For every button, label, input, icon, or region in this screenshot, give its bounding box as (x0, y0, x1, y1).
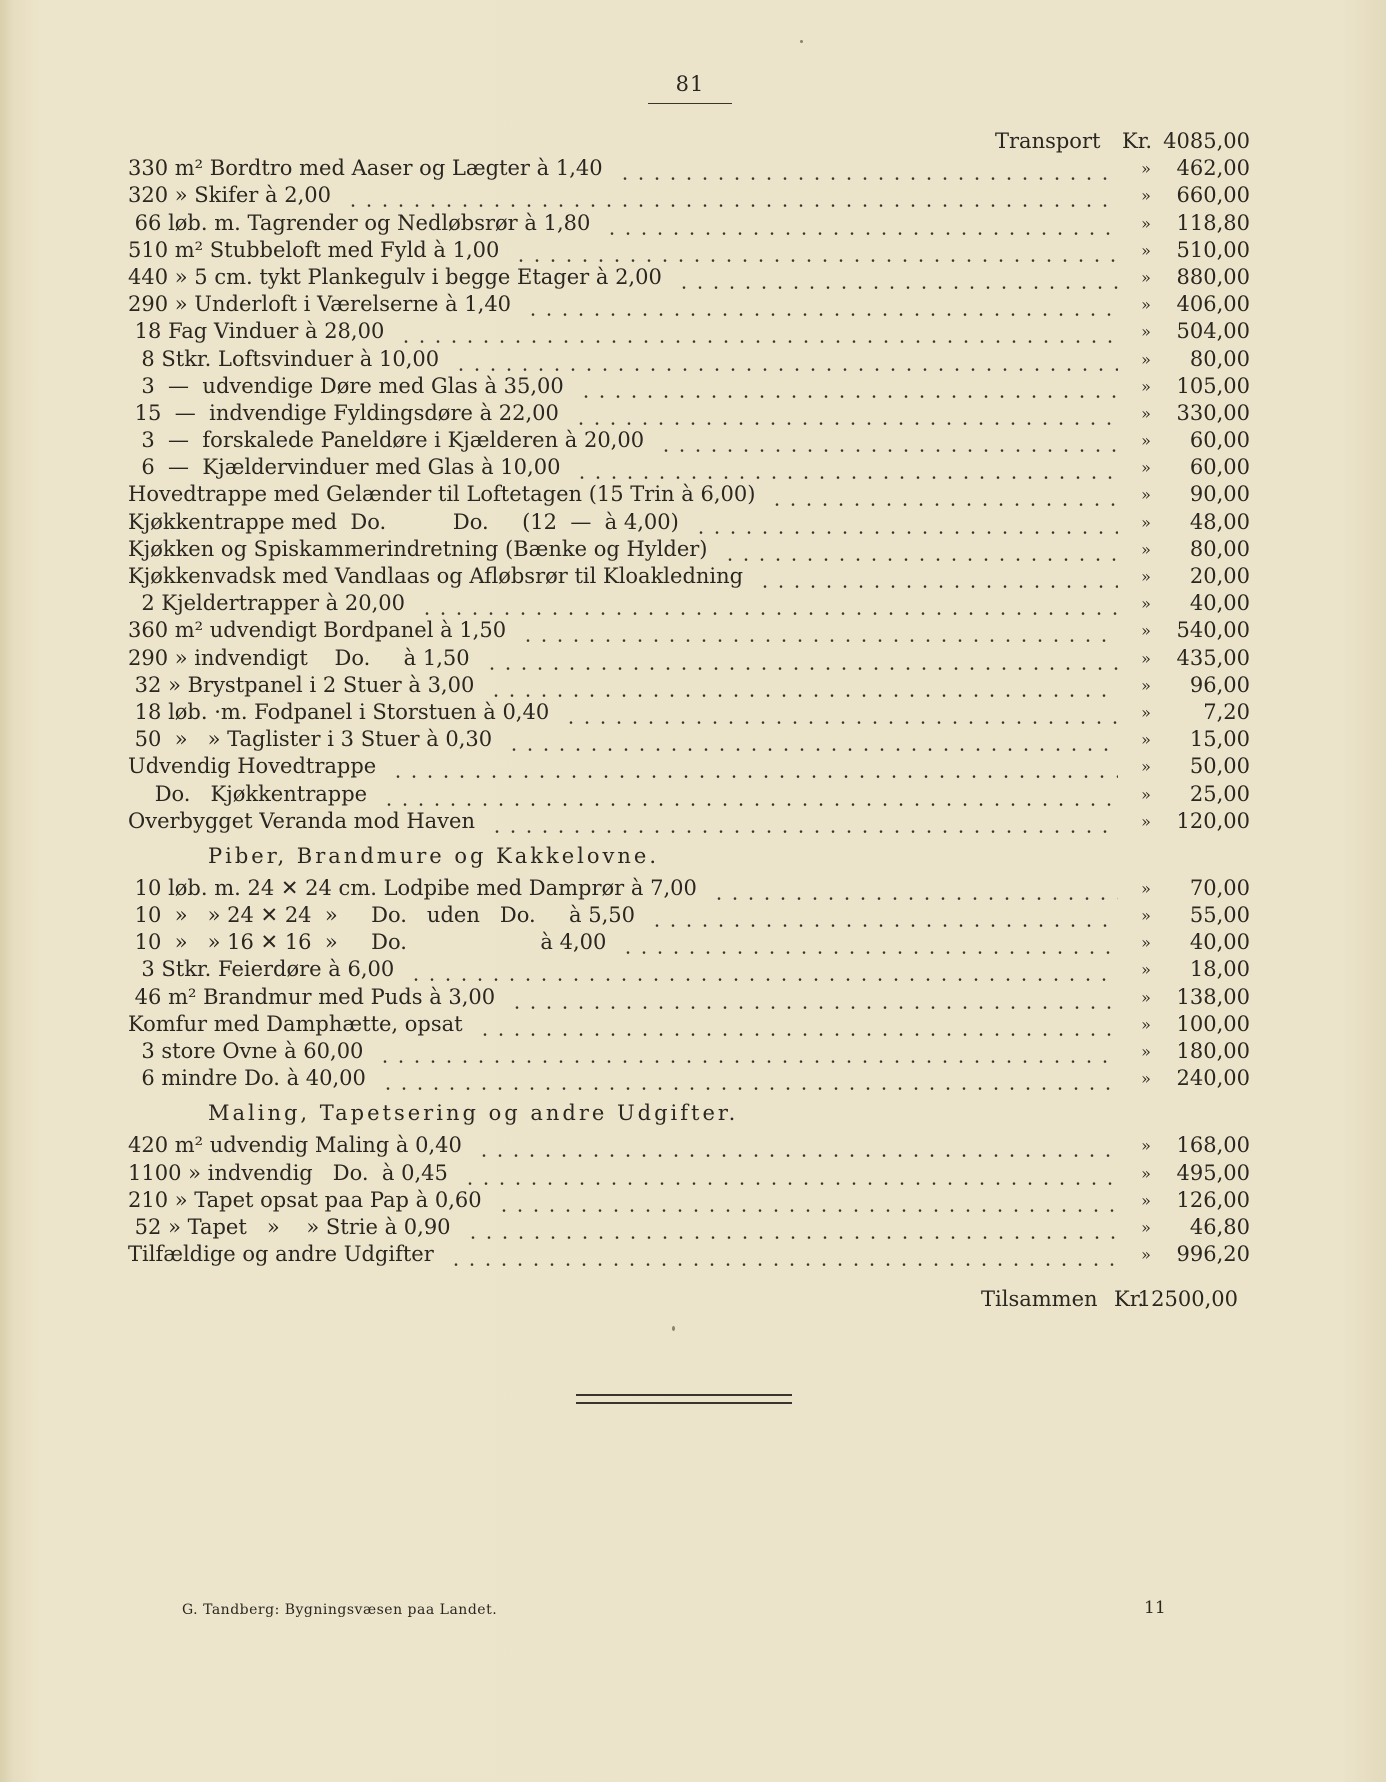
total-currency: Kr. (1114, 1287, 1145, 1312)
item-amount: 435,00 (1176, 645, 1250, 670)
item-amount: 462,00 (1176, 156, 1250, 181)
item-description: 10 løb. m. 24 ✕ 24 cm. Lodpibe med Damprør à 7,00 (128, 875, 697, 900)
item-description: 2 Kjeldertrapper à 20,00 (128, 591, 405, 616)
dot-leader (390, 753, 1118, 780)
ledger-row (128, 1132, 1250, 1159)
item-description: Komfur med Damphætte, opsat (128, 1011, 463, 1036)
ledger-row (128, 781, 1250, 808)
dot-leader (489, 808, 1118, 835)
item-amount: 15,00 (1189, 727, 1250, 752)
dot-leader (563, 699, 1118, 726)
currency-ditto: » (1141, 906, 1151, 926)
dot-leader (769, 481, 1118, 508)
item-amount: 105,00 (1176, 373, 1250, 398)
currency-ditto: » (1141, 648, 1151, 668)
transport-currency: Kr. (1122, 129, 1153, 153)
dot-leader (520, 617, 1118, 644)
dot-leader (453, 346, 1118, 373)
item-description: 510 m² Stubbeloft med Fyld à 1,00 (128, 237, 500, 262)
currency-ditto: » (1141, 811, 1151, 831)
dot-leader (476, 1132, 1118, 1159)
item-description: 52 » Tapet » » Strie à 0,90 (128, 1214, 451, 1239)
dot-leader (513, 237, 1118, 264)
item-amount: 118,80 (1176, 210, 1250, 235)
currency-ditto: » (1141, 987, 1151, 1007)
ledger-row (128, 454, 1250, 481)
currency-ditto: » (1141, 878, 1151, 898)
item-amount: 25,00 (1189, 781, 1250, 806)
item-description: 10 » » 24 ✕ 24 » Do. uden Do. à 5,50 (128, 903, 635, 928)
dot-leader (693, 509, 1118, 536)
item-amount: 40,00 (1189, 591, 1250, 616)
ledger-row (128, 1065, 1250, 1092)
currency-ditto: » (1141, 186, 1151, 206)
ledger-row (128, 291, 1250, 318)
currency-ditto: » (1141, 240, 1151, 260)
currency-ditto: » (1141, 159, 1151, 179)
currency-ditto: » (1141, 512, 1151, 532)
item-amount: 55,00 (1189, 903, 1250, 928)
currency-ditto: » (1141, 403, 1151, 423)
ledger-row (128, 182, 1250, 209)
item-description: 360 m² udvendigt Bordpanel à 1,50 (128, 618, 507, 643)
dot-leader (462, 1160, 1118, 1187)
dot-leader (604, 210, 1118, 237)
dot-leader (617, 155, 1118, 182)
item-description: 3 — udvendige Døre med Glas à 35,00 (128, 373, 564, 398)
currency-ditto: » (1141, 213, 1151, 233)
ledger-row (128, 373, 1250, 400)
item-amount: 18,00 (1189, 957, 1250, 982)
item-amount: 96,00 (1189, 672, 1250, 697)
dot-leader (377, 1038, 1118, 1065)
dot-leader (419, 590, 1118, 617)
currency-ditto: » (1141, 1163, 1151, 1183)
item-description: 8 Stkr. Loftsvinduer à 10,00 (128, 346, 440, 371)
currency-ditto: » (1141, 960, 1151, 980)
currency-ditto: » (1141, 458, 1151, 478)
item-amount: 7,20 (1203, 699, 1250, 724)
section-heading-piber: Piber, Brandmure og Kakkelovne. (208, 843, 660, 868)
currency-ditto: » (1141, 933, 1151, 953)
transport-row (128, 128, 1250, 155)
page-number: 81 (675, 72, 705, 96)
ledger-row (128, 1011, 1250, 1038)
item-amount: 46,80 (1189, 1214, 1250, 1239)
dot-leader (658, 427, 1118, 454)
item-description: 15 — indvendige Fyldingsdøre à 22,00 (128, 400, 559, 425)
item-amount: 70,00 (1189, 875, 1250, 900)
ledger-row (128, 875, 1250, 902)
currency-ditto: » (1141, 1217, 1151, 1237)
item-description: 440 » 5 cm. tykt Plankegulv i begge Etager à 2,00 (128, 264, 662, 289)
ledger-row (128, 984, 1250, 1011)
item-amount: 406,00 (1176, 292, 1250, 317)
currency-ditto: » (1141, 784, 1151, 804)
item-description: 6 — Kjældervinduer med Glas à 10,00 (128, 455, 561, 480)
ledger-row (128, 956, 1250, 983)
ledger-row (128, 400, 1250, 427)
ledger-row (128, 590, 1250, 617)
ledger-row (128, 1187, 1250, 1214)
item-description: 46 m² Brandmur med Puds à 3,00 (128, 984, 496, 1009)
dot-leader (380, 1065, 1118, 1092)
total-row (128, 1286, 1250, 1313)
item-description: 290 » Underloft i Værelserne à 1,40 (128, 292, 512, 317)
item-amount: 80,00 (1189, 346, 1250, 371)
item-description: 290 » indvendigt Do. à 1,50 (128, 645, 470, 670)
ledger-row (128, 346, 1250, 373)
item-description: 18 Fag Vinduer à 28,00 (128, 319, 385, 344)
item-amount: 80,00 (1189, 536, 1250, 561)
item-amount: 120,00 (1176, 808, 1250, 833)
currency-ditto: » (1141, 621, 1151, 641)
ledger-row (128, 264, 1250, 291)
item-amount: 168,00 (1176, 1133, 1250, 1158)
item-amount: 540,00 (1176, 618, 1250, 643)
currency-ditto: » (1141, 702, 1151, 722)
dot-leader (722, 536, 1118, 563)
dot-leader (345, 182, 1118, 209)
dot-leader (649, 902, 1118, 929)
item-amount: 880,00 (1176, 264, 1250, 289)
dot-leader (711, 875, 1118, 902)
item-description: 330 m² Bordtro med Aaser og Lægter à 1,40 (128, 156, 603, 181)
item-description: 3 — forskalede Paneldøre i Kjælderen à 20,00 (128, 428, 645, 453)
currency-ditto: » (1141, 1245, 1151, 1265)
item-amount: 100,00 (1176, 1011, 1250, 1036)
piber-items (128, 875, 1250, 1093)
item-description: 210 » Tapet opsat paa Pap à 0,60 (128, 1187, 482, 1212)
currency-ditto: » (1141, 730, 1151, 750)
currency-ditto: » (1141, 267, 1151, 287)
closing-double-rule (576, 1394, 792, 1404)
ledger-row (128, 672, 1250, 699)
dot-leader (757, 563, 1118, 590)
item-amount: 660,00 (1176, 183, 1250, 208)
currency-ditto: » (1141, 757, 1151, 777)
item-description: 3 Stkr. Feierdøre à 6,00 (128, 957, 395, 982)
item-description: 10 » » 16 ✕ 16 » Do. à 4,00 (128, 930, 607, 955)
transport-amount: 4085,00 (1163, 129, 1250, 153)
item-description: Overbygget Veranda mod Haven (128, 808, 475, 833)
ledger-row (128, 155, 1250, 182)
page-number-rule (648, 103, 732, 104)
item-amount: 60,00 (1189, 428, 1250, 453)
item-description: 18 løb. ·m. Fodpanel i Storstuen à 0,40 (128, 699, 550, 724)
item-description: Tilfældige og andre Udgifter (128, 1242, 434, 1267)
currency-ditto: » (1141, 1014, 1151, 1034)
currency-ditto: » (1141, 1136, 1151, 1156)
item-description: 32 » Brystpanel i 2 Stuer à 3,00 (128, 672, 475, 697)
ledger-row (128, 1214, 1250, 1241)
item-description: Do. Kjøkkentrappe (128, 781, 368, 806)
dot-leader (484, 645, 1118, 672)
footer-imprint: G. Tandberg: Bygningsvæsen paa Landet. (182, 1602, 498, 1618)
item-amount: 40,00 (1189, 930, 1250, 955)
ledger-row (128, 1160, 1250, 1187)
item-description: Kjøkkentrappe med Do. Do. (12 — à 4,00) (128, 509, 679, 534)
currency-ditto: » (1141, 1190, 1151, 1210)
currency-ditto: » (1141, 485, 1151, 505)
item-amount: 996,20 (1176, 1242, 1250, 1267)
item-description: 6 mindre Do. à 40,00 (128, 1066, 366, 1091)
ledger-row (128, 210, 1250, 237)
dot-leader (488, 672, 1118, 699)
item-amount: 495,00 (1176, 1160, 1250, 1185)
dot-leader (465, 1214, 1118, 1241)
dot-leader (506, 726, 1118, 753)
item-amount: 48,00 (1189, 509, 1250, 534)
item-amount: 60,00 (1189, 455, 1250, 480)
currency-ditto: » (1141, 431, 1151, 451)
dot-leader (620, 929, 1118, 956)
item-amount: 126,00 (1176, 1187, 1250, 1212)
item-description: 66 løb. m. Tagrender og Nedløbsrør à 1,80 (128, 210, 591, 235)
dot-leader (509, 984, 1118, 1011)
item-description: Hovedtrappe med Gelænder til Loftetagen (15 Trin à 6,00) (128, 482, 756, 507)
ledger-row (128, 929, 1250, 956)
currency-ditto: » (1141, 594, 1151, 614)
ledger-row (128, 237, 1250, 264)
total-amount: 12500,00 (1137, 1287, 1238, 1312)
total-label: Tilsammen (981, 1287, 1098, 1312)
dot-leader (676, 264, 1118, 291)
currency-ditto: » (1141, 376, 1151, 396)
item-amount: 50,00 (1189, 754, 1250, 779)
item-description: 420 m² udvendig Maling à 0,40 (128, 1133, 462, 1158)
paper-speck (672, 1326, 675, 1331)
ledger-row (128, 1038, 1250, 1065)
main-items (128, 155, 1250, 835)
ledger-row (128, 318, 1250, 345)
ledger-row (128, 808, 1250, 835)
ledger-row (128, 902, 1250, 929)
ledger-row (128, 726, 1250, 753)
dot-leader (574, 454, 1118, 481)
currency-ditto: » (1141, 539, 1151, 559)
dot-leader (381, 781, 1118, 808)
ledger-row (128, 481, 1250, 508)
ledger-row (128, 699, 1250, 726)
item-description: Kjøkkenvadsk med Vandlaas og Afløbsrør til Kloakledning (128, 564, 744, 588)
dot-leader (525, 291, 1118, 318)
maling-items (128, 1132, 1250, 1268)
item-amount: 90,00 (1189, 482, 1250, 507)
currency-ditto: » (1141, 295, 1151, 315)
signature-mark: 11 (1144, 1598, 1166, 1618)
dot-leader (477, 1011, 1118, 1038)
ledger-row (128, 509, 1250, 536)
dot-leader (573, 400, 1118, 427)
currency-ditto: » (1141, 567, 1151, 586)
item-description: Kjøkken og Spiskammerindretning (Bænke og Hylder) (128, 536, 708, 561)
item-amount: 330,00 (1176, 400, 1250, 425)
dot-leader (398, 318, 1118, 345)
item-description: 50 » » Taglister i 3 Stuer à 0,30 (128, 727, 493, 752)
dot-leader (578, 373, 1118, 400)
ledger-row (128, 427, 1250, 454)
currency-ditto: » (1141, 322, 1151, 342)
item-description: Udvendig Hovedtrappe (128, 754, 377, 779)
ledger (128, 128, 1250, 1314)
item-description: 320 » Skifer à 2,00 (128, 183, 331, 208)
ledger-row (128, 617, 1250, 644)
paper-speck (800, 40, 803, 43)
item-description: 3 store Ovne à 60,00 (128, 1039, 364, 1063)
item-amount: 510,00 (1176, 237, 1250, 262)
currency-ditto: » (1141, 1042, 1151, 1061)
item-amount: 180,00 (1176, 1039, 1250, 1063)
dot-leader (448, 1241, 1118, 1268)
dot-leader (496, 1187, 1118, 1214)
currency-ditto: » (1141, 1069, 1151, 1089)
item-amount: 138,00 (1176, 984, 1250, 1009)
transport-label: Transport (995, 129, 1101, 153)
item-amount: 240,00 (1176, 1066, 1250, 1091)
currency-ditto: » (1141, 349, 1151, 369)
ledger-row (128, 536, 1250, 563)
ledger-row (128, 753, 1250, 780)
item-amount: 504,00 (1176, 319, 1250, 344)
ledger-row (128, 645, 1250, 672)
ledger-row (128, 563, 1250, 590)
ledger-row (128, 1241, 1250, 1268)
item-description: 1100 » indvendig Do. à 0,45 (128, 1160, 448, 1185)
currency-ditto: » (1141, 675, 1151, 695)
item-amount: 20,00 (1189, 564, 1250, 588)
dot-leader (408, 956, 1118, 983)
section-heading-maling: Maling, Tapetsering og andre Udgifter. (208, 1101, 739, 1126)
